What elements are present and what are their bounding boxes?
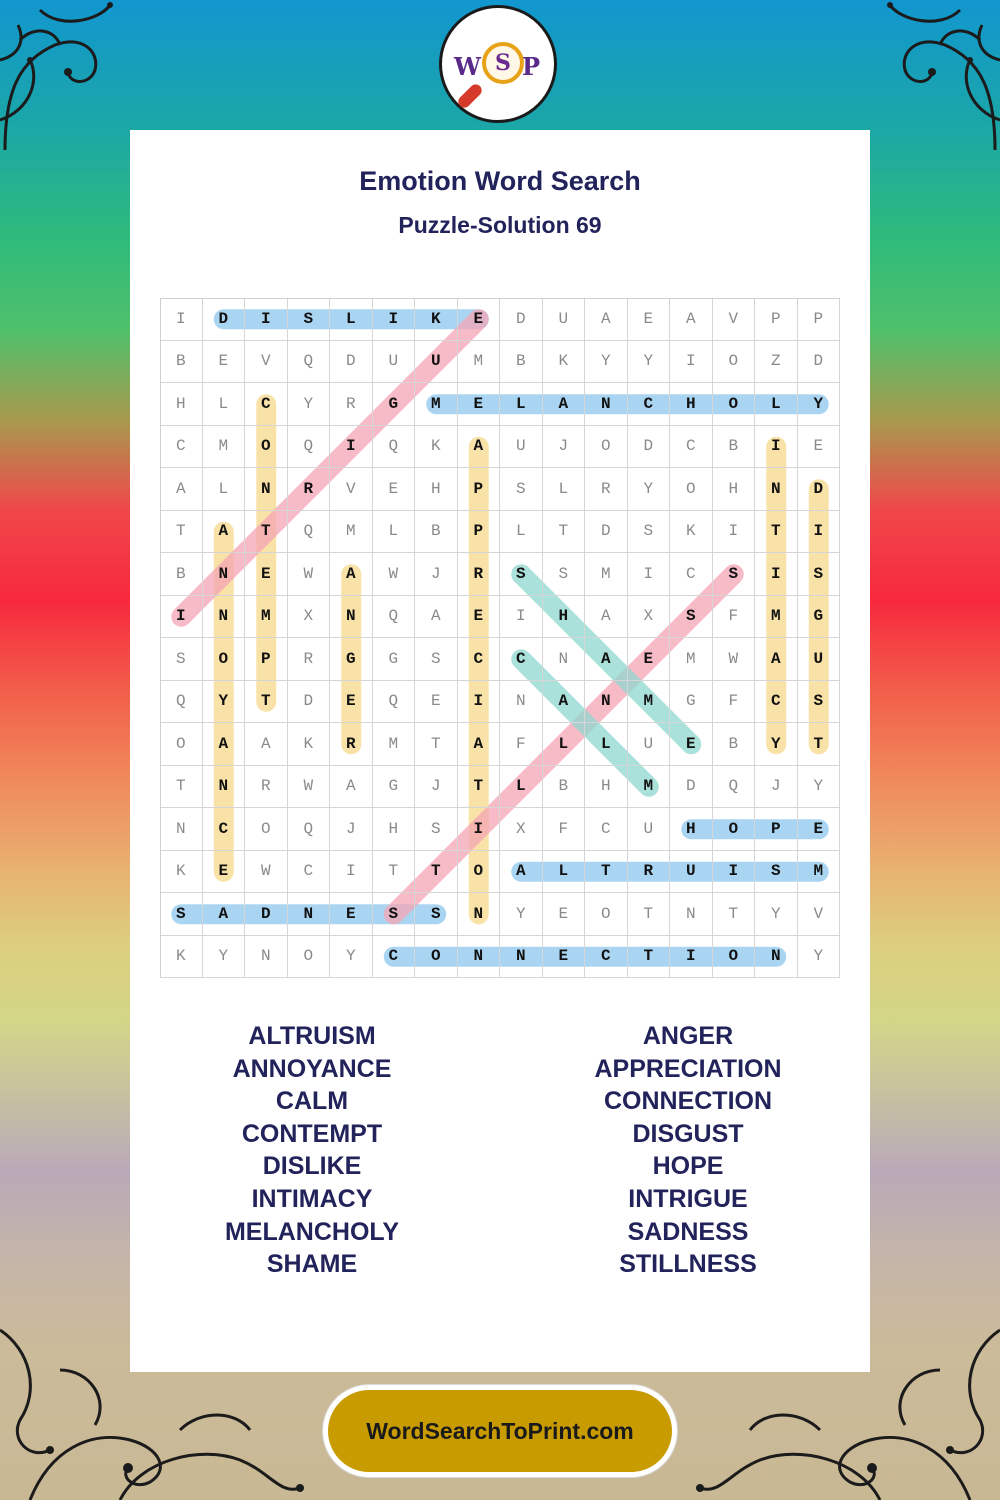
grid-cell: L bbox=[543, 723, 586, 766]
grid-cell: G bbox=[373, 766, 416, 809]
grid-cell: A bbox=[585, 638, 628, 681]
grid-cell: I bbox=[798, 511, 841, 554]
grid-cell: J bbox=[330, 808, 373, 851]
grid-cell: R bbox=[585, 468, 628, 511]
grid-cell: O bbox=[713, 808, 756, 851]
grid-cell: Z bbox=[755, 341, 798, 384]
grid-cell: T bbox=[160, 511, 203, 554]
site-link-label: WordSearchToPrint.com bbox=[366, 1417, 634, 1444]
grid-cell: T bbox=[458, 766, 501, 809]
word-list-item: CONNECTION bbox=[603, 1087, 773, 1116]
grid-cell: Y bbox=[755, 723, 798, 766]
grid-cell: J bbox=[415, 766, 458, 809]
grid-cell: S bbox=[713, 553, 756, 596]
grid-cell: T bbox=[713, 893, 756, 936]
grid-cell: A bbox=[543, 681, 586, 724]
grid-cell: I bbox=[458, 681, 501, 724]
grid-cell: K bbox=[160, 936, 203, 979]
grid-cell: O bbox=[713, 383, 756, 426]
grid-cell: L bbox=[585, 723, 628, 766]
grid-cell: O bbox=[245, 426, 288, 469]
grid-cell: L bbox=[500, 383, 543, 426]
grid-cell: N bbox=[288, 893, 331, 936]
grid-cell: W bbox=[245, 851, 288, 894]
grid-cell: E bbox=[203, 851, 246, 894]
grid-cell: L bbox=[755, 383, 798, 426]
grid-cell: Y bbox=[585, 341, 628, 384]
grid-cell: U bbox=[543, 298, 586, 341]
grid-cell: A bbox=[245, 723, 288, 766]
grid-cell: R bbox=[245, 766, 288, 809]
grid-cell: B bbox=[160, 553, 203, 596]
grid-cell: E bbox=[330, 681, 373, 724]
grid-cell: R bbox=[330, 723, 373, 766]
grid-cell: P bbox=[798, 298, 841, 341]
grid-cell: O bbox=[585, 893, 628, 936]
grid-cell: L bbox=[203, 383, 246, 426]
grid-cell: N bbox=[585, 681, 628, 724]
grid-cell: O bbox=[670, 468, 713, 511]
grid-cell: I bbox=[373, 298, 416, 341]
grid-cell: E bbox=[373, 468, 416, 511]
grid-cell: I bbox=[245, 298, 288, 341]
grid-cell: D bbox=[585, 511, 628, 554]
grid-cell: S bbox=[415, 893, 458, 936]
grid-cell: D bbox=[798, 468, 841, 511]
grid-cell: C bbox=[203, 808, 246, 851]
grid-cell: A bbox=[585, 596, 628, 639]
grid-cell: F bbox=[713, 596, 756, 639]
grid-cell: Q bbox=[288, 426, 331, 469]
grid-cell: P bbox=[245, 638, 288, 681]
grid-cell: A bbox=[330, 553, 373, 596]
grid-cell: Y bbox=[288, 383, 331, 426]
grid-cell: Y bbox=[500, 893, 543, 936]
word-list-right bbox=[518, 1020, 858, 1281]
grid-cell: O bbox=[415, 936, 458, 979]
grid-cell: U bbox=[798, 638, 841, 681]
grid-cell: O bbox=[245, 808, 288, 851]
grid-cell: I bbox=[160, 596, 203, 639]
grid-cell: I bbox=[713, 851, 756, 894]
grid-cell: O bbox=[713, 936, 756, 979]
grid-cell: L bbox=[330, 298, 373, 341]
grid-cell: E bbox=[458, 298, 501, 341]
grid-cell: G bbox=[670, 681, 713, 724]
grid-cell: H bbox=[585, 766, 628, 809]
grid-cell: A bbox=[458, 723, 501, 766]
grid-cell: L bbox=[373, 511, 416, 554]
grid-cell: A bbox=[160, 468, 203, 511]
grid-cell: D bbox=[500, 298, 543, 341]
grid-cell: V bbox=[713, 298, 756, 341]
grid-cell: M bbox=[415, 383, 458, 426]
grid-cell: I bbox=[500, 596, 543, 639]
site-link-button[interactable] bbox=[323, 1385, 677, 1477]
grid-cell: E bbox=[798, 808, 841, 851]
grid-cell: O bbox=[458, 851, 501, 894]
word-list-item: APPRECIATION bbox=[594, 1054, 782, 1083]
grid-cell: H bbox=[670, 383, 713, 426]
grid-cell: N bbox=[755, 936, 798, 979]
grid-cell: S bbox=[415, 638, 458, 681]
grid-cell: N bbox=[500, 681, 543, 724]
grid-cell: H bbox=[373, 808, 416, 851]
grid-cell: A bbox=[670, 298, 713, 341]
grid-cell: S bbox=[160, 638, 203, 681]
grid-cell: M bbox=[670, 638, 713, 681]
grid-cell: I bbox=[713, 511, 756, 554]
grid-cell: E bbox=[628, 298, 671, 341]
letter-grid bbox=[160, 298, 840, 978]
grid-cell: V bbox=[798, 893, 841, 936]
grid-cell: U bbox=[500, 426, 543, 469]
grid-cell: K bbox=[415, 426, 458, 469]
grid-cell: T bbox=[543, 511, 586, 554]
grid-cell: Q bbox=[160, 681, 203, 724]
grid-cell: N bbox=[245, 936, 288, 979]
grid-cell: B bbox=[713, 426, 756, 469]
grid-cell: S bbox=[798, 553, 841, 596]
grid-cell: S bbox=[500, 553, 543, 596]
grid-cell: C bbox=[628, 383, 671, 426]
grid-cell: P bbox=[458, 468, 501, 511]
grid-cell: N bbox=[458, 893, 501, 936]
grid-cell: E bbox=[203, 341, 246, 384]
grid-cell: H bbox=[713, 468, 756, 511]
grid-cell: N bbox=[755, 468, 798, 511]
grid-cell: M bbox=[628, 681, 671, 724]
grid-cell: K bbox=[288, 723, 331, 766]
grid-cell: B bbox=[415, 511, 458, 554]
grid-cell: M bbox=[628, 766, 671, 809]
grid-cell: E bbox=[330, 893, 373, 936]
word-list-item: HOPE bbox=[652, 1152, 724, 1181]
grid-cell: W bbox=[373, 553, 416, 596]
grid-cell: Q bbox=[288, 511, 331, 554]
word-list-item: ALTRUISM bbox=[248, 1022, 376, 1050]
grid-cell: L bbox=[543, 468, 586, 511]
grid-cell: H bbox=[670, 808, 713, 851]
grid-cell: I bbox=[670, 341, 713, 384]
grid-cell: D bbox=[288, 681, 331, 724]
grid-cell: J bbox=[543, 426, 586, 469]
grid-cell: S bbox=[670, 596, 713, 639]
word-list-item: CONTEMPT bbox=[241, 1119, 383, 1148]
grid-cell: P bbox=[755, 298, 798, 341]
grid-cell: P bbox=[755, 808, 798, 851]
grid-cell: M bbox=[373, 723, 416, 766]
grid-cell: D bbox=[628, 426, 671, 469]
grid-cell: M bbox=[203, 426, 246, 469]
grid-cell: M bbox=[458, 341, 501, 384]
grid-cell: O bbox=[713, 341, 756, 384]
word-list-left bbox=[142, 1020, 482, 1281]
grid-cell: U bbox=[628, 808, 671, 851]
grid-cell: Y bbox=[203, 936, 246, 979]
grid-cell: W bbox=[713, 638, 756, 681]
grid-cell: C bbox=[755, 681, 798, 724]
grid-cell: Y bbox=[628, 468, 671, 511]
grid-cell: A bbox=[755, 638, 798, 681]
word-list-item: CALM bbox=[275, 1087, 349, 1116]
grid-cell: V bbox=[245, 341, 288, 384]
grid-cell: F bbox=[543, 808, 586, 851]
grid-cell: I bbox=[670, 936, 713, 979]
grid-cell: T bbox=[415, 851, 458, 894]
word-list-item: SADNESS bbox=[627, 1217, 749, 1246]
grid-cell: A bbox=[203, 511, 246, 554]
grid-cell: C bbox=[160, 426, 203, 469]
grid-cell: E bbox=[670, 723, 713, 766]
grid-cell: T bbox=[755, 511, 798, 554]
magnifier-handle-icon bbox=[456, 82, 484, 110]
grid-cell: A bbox=[458, 426, 501, 469]
magnifier-icon: S bbox=[482, 42, 524, 84]
grid-cell: C bbox=[585, 936, 628, 979]
grid-cell: C bbox=[458, 638, 501, 681]
grid-cell: W bbox=[288, 553, 331, 596]
grid-cell: N bbox=[203, 553, 246, 596]
grid-cell: X bbox=[288, 596, 331, 639]
grid-cell: H bbox=[160, 383, 203, 426]
word-search-grid bbox=[160, 298, 840, 978]
grid-cell: U bbox=[628, 723, 671, 766]
grid-cell: R bbox=[288, 638, 331, 681]
grid-cell: H bbox=[415, 468, 458, 511]
grid-cell: C bbox=[670, 426, 713, 469]
grid-cell: C bbox=[245, 383, 288, 426]
grid-cell: O bbox=[203, 638, 246, 681]
grid-cell: A bbox=[203, 723, 246, 766]
grid-cell: N bbox=[160, 808, 203, 851]
grid-cell: T bbox=[415, 723, 458, 766]
grid-cell: I bbox=[755, 553, 798, 596]
grid-cell: K bbox=[415, 298, 458, 341]
word-list-item: STILLNESS bbox=[619, 1250, 757, 1279]
site-logo[interactable] bbox=[439, 5, 557, 123]
grid-cell: D bbox=[798, 341, 841, 384]
grid-cell: G bbox=[330, 638, 373, 681]
grid-cell: Y bbox=[798, 936, 841, 979]
grid-cell: B bbox=[713, 723, 756, 766]
grid-cell: D bbox=[203, 298, 246, 341]
grid-cell: E bbox=[458, 596, 501, 639]
grid-cell: U bbox=[415, 341, 458, 384]
grid-cell: D bbox=[670, 766, 713, 809]
grid-cell: N bbox=[543, 638, 586, 681]
grid-cell: D bbox=[245, 893, 288, 936]
grid-cell: Y bbox=[798, 383, 841, 426]
grid-cell: S bbox=[373, 893, 416, 936]
grid-cell: S bbox=[288, 298, 331, 341]
word-list-item: INTRIGUE bbox=[628, 1184, 748, 1213]
grid-cell: A bbox=[330, 766, 373, 809]
grid-cell: S bbox=[500, 468, 543, 511]
grid-cell: L bbox=[203, 468, 246, 511]
grid-cell: B bbox=[160, 341, 203, 384]
grid-cell: T bbox=[245, 511, 288, 554]
grid-cell: E bbox=[245, 553, 288, 596]
grid-cell: R bbox=[288, 468, 331, 511]
grid-cell: O bbox=[288, 936, 331, 979]
grid-cell: I bbox=[755, 426, 798, 469]
grid-cell: A bbox=[500, 851, 543, 894]
grid-cell: Y bbox=[330, 936, 373, 979]
grid-cell: N bbox=[585, 383, 628, 426]
grid-cell: U bbox=[373, 341, 416, 384]
grid-cell: C bbox=[670, 553, 713, 596]
grid-cell: S bbox=[543, 553, 586, 596]
grid-cell: O bbox=[585, 426, 628, 469]
word-list-item: ANNOYANCE bbox=[232, 1054, 392, 1083]
grid-cell: L bbox=[543, 851, 586, 894]
grid-cell: C bbox=[585, 808, 628, 851]
grid-cell: N bbox=[203, 596, 246, 639]
grid-cell: M bbox=[245, 596, 288, 639]
grid-cell: C bbox=[288, 851, 331, 894]
word-list-item: DISGUST bbox=[632, 1119, 744, 1148]
grid-cell: B bbox=[500, 341, 543, 384]
grid-cell: E bbox=[628, 638, 671, 681]
grid-cell: U bbox=[670, 851, 713, 894]
grid-cell: A bbox=[585, 298, 628, 341]
grid-cell: S bbox=[798, 681, 841, 724]
grid-cell: N bbox=[203, 766, 246, 809]
grid-cell: L bbox=[500, 766, 543, 809]
grid-cell: T bbox=[798, 723, 841, 766]
grid-cell: T bbox=[245, 681, 288, 724]
grid-cell: C bbox=[373, 936, 416, 979]
grid-cell: T bbox=[373, 851, 416, 894]
grid-cell: M bbox=[798, 851, 841, 894]
grid-cell: R bbox=[458, 553, 501, 596]
grid-cell: E bbox=[798, 426, 841, 469]
grid-cell: Q bbox=[713, 766, 756, 809]
grid-cell: I bbox=[628, 553, 671, 596]
puzzle-sheet bbox=[130, 130, 870, 1372]
grid-cell: R bbox=[330, 383, 373, 426]
grid-cell: G bbox=[373, 638, 416, 681]
word-list-item: DISLIKE bbox=[262, 1152, 362, 1181]
logo-letter-w: W bbox=[454, 52, 481, 81]
grid-cell: R bbox=[628, 851, 671, 894]
grid-cell: K bbox=[670, 511, 713, 554]
grid-cell: Q bbox=[373, 426, 416, 469]
corner-ornament-icon bbox=[0, 0, 150, 150]
logo-letter-p: P bbox=[521, 52, 540, 81]
grid-cell: G bbox=[373, 383, 416, 426]
grid-cell: I bbox=[330, 426, 373, 469]
grid-cell: O bbox=[160, 723, 203, 766]
grid-cell: D bbox=[330, 341, 373, 384]
grid-cell: M bbox=[585, 553, 628, 596]
grid-cell: Y bbox=[628, 341, 671, 384]
grid-cell: Y bbox=[798, 766, 841, 809]
grid-cell: F bbox=[713, 681, 756, 724]
grid-cell: I bbox=[458, 808, 501, 851]
grid-cell: K bbox=[160, 851, 203, 894]
grid-cell: T bbox=[628, 936, 671, 979]
grid-cell: V bbox=[330, 468, 373, 511]
grid-cell: Q bbox=[288, 808, 331, 851]
grid-cell: N bbox=[245, 468, 288, 511]
grid-cell: M bbox=[755, 596, 798, 639]
grid-cell: C bbox=[500, 638, 543, 681]
grid-cell: E bbox=[415, 681, 458, 724]
word-list-item: INTIMACY bbox=[251, 1184, 373, 1213]
grid-cell: T bbox=[628, 893, 671, 936]
corner-ornament-icon bbox=[850, 0, 1000, 150]
page-title: Emotion Word Search bbox=[359, 166, 641, 196]
word-list-item: SHAME bbox=[266, 1250, 358, 1279]
grid-cell: Y bbox=[203, 681, 246, 724]
grid-cell: S bbox=[415, 808, 458, 851]
grid-cell: N bbox=[458, 936, 501, 979]
word-list-item: ANGER bbox=[642, 1022, 734, 1050]
grid-cell: S bbox=[628, 511, 671, 554]
grid-cell: B bbox=[543, 766, 586, 809]
grid-cell: A bbox=[415, 596, 458, 639]
grid-cell: T bbox=[585, 851, 628, 894]
grid-cell: J bbox=[415, 553, 458, 596]
grid-cell: N bbox=[670, 893, 713, 936]
grid-cell: E bbox=[458, 383, 501, 426]
grid-cell: Q bbox=[373, 596, 416, 639]
grid-cell: L bbox=[500, 511, 543, 554]
grid-cell: A bbox=[543, 383, 586, 426]
grid-cell: S bbox=[160, 893, 203, 936]
grid-cell: I bbox=[330, 851, 373, 894]
grid-cell: Y bbox=[755, 893, 798, 936]
grid-cell: P bbox=[458, 511, 501, 554]
grid-cell: E bbox=[543, 893, 586, 936]
grid-cell: Q bbox=[288, 341, 331, 384]
grid-cell: Q bbox=[373, 681, 416, 724]
grid-cell: M bbox=[330, 511, 373, 554]
grid-cell: J bbox=[755, 766, 798, 809]
grid-cell: G bbox=[798, 596, 841, 639]
grid-cell: N bbox=[330, 596, 373, 639]
page-subtitle: Puzzle-Solution 69 bbox=[398, 212, 602, 238]
grid-cell: N bbox=[500, 936, 543, 979]
grid-cell: I bbox=[160, 298, 203, 341]
word-list-item: MELANCHOLY bbox=[224, 1217, 400, 1246]
grid-cell: K bbox=[543, 341, 586, 384]
grid-cell: H bbox=[543, 596, 586, 639]
grid-cell: F bbox=[500, 723, 543, 766]
grid-cell: E bbox=[543, 936, 586, 979]
grid-cell: X bbox=[628, 596, 671, 639]
grid-cell: T bbox=[160, 766, 203, 809]
grid-cell: X bbox=[500, 808, 543, 851]
grid-cell: S bbox=[755, 851, 798, 894]
grid-cell: A bbox=[203, 893, 246, 936]
grid-cell: W bbox=[288, 766, 331, 809]
